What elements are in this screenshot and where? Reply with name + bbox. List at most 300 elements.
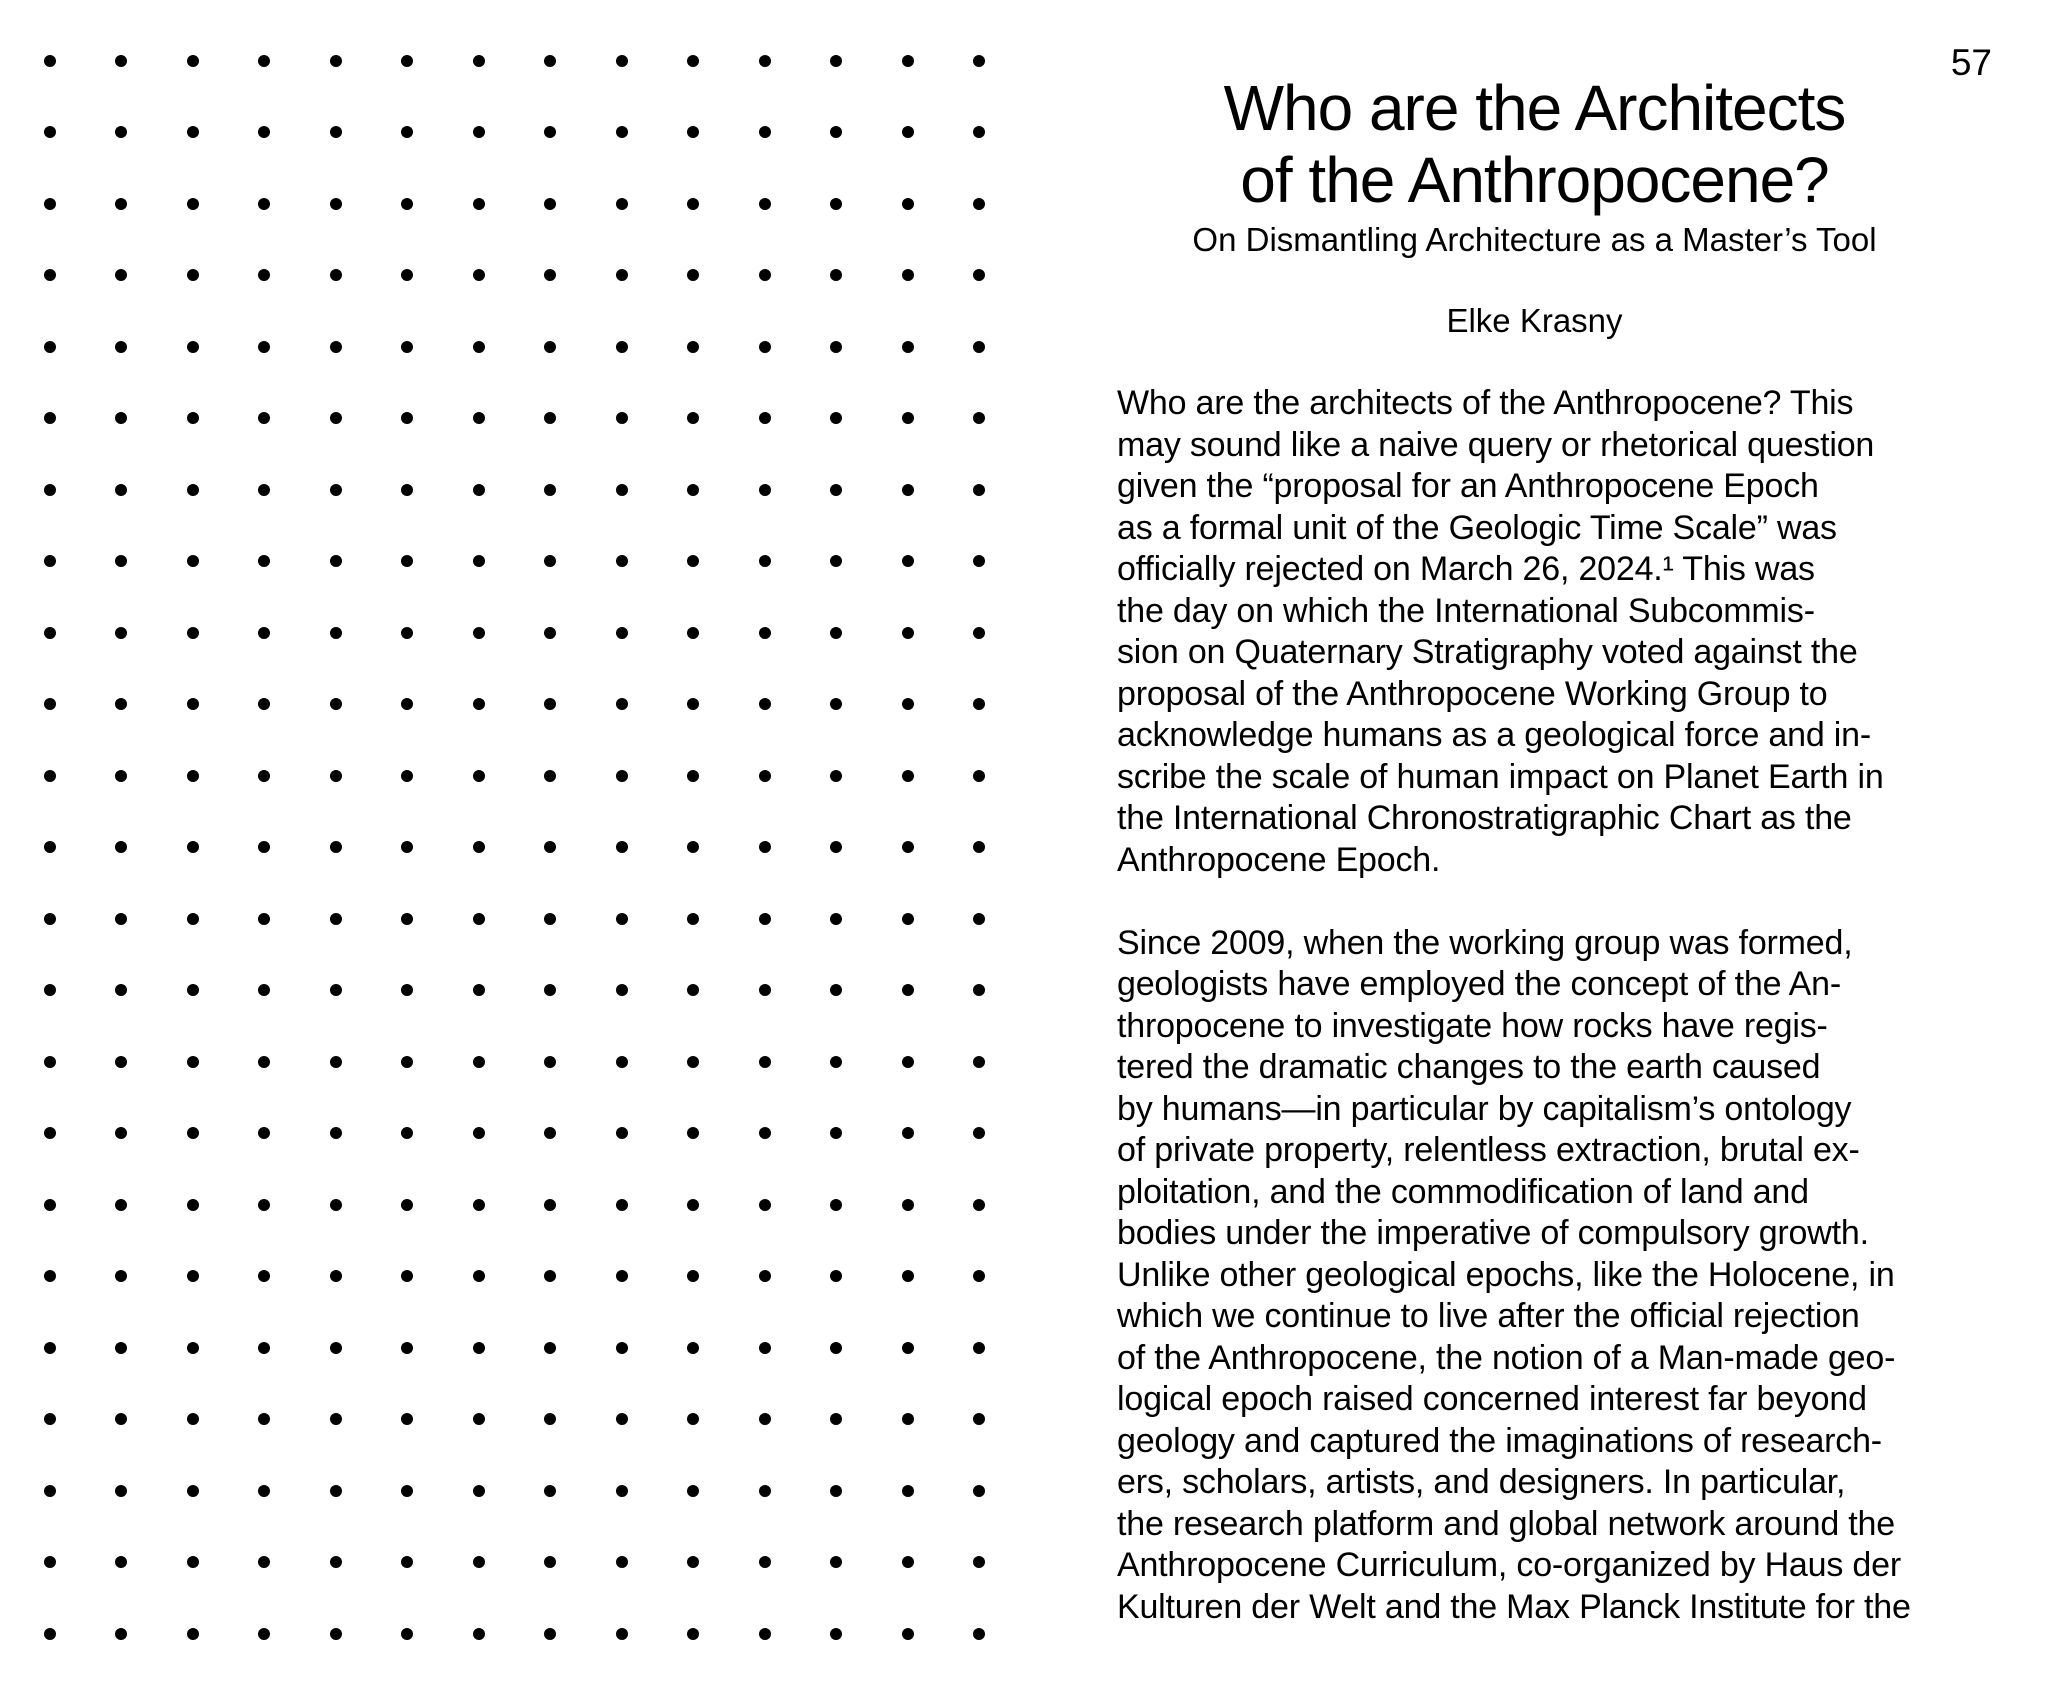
dot <box>759 1342 771 1354</box>
article-title-line-1: Who are the Architects <box>1223 72 1846 144</box>
text-line: Kulturen der Welt and the Max Planck Institute for the <box>1117 1587 1911 1626</box>
dot <box>830 913 842 925</box>
dot <box>473 698 485 710</box>
dot <box>616 269 628 281</box>
dot <box>187 1485 199 1497</box>
dot <box>902 1056 914 1068</box>
dot <box>330 627 342 639</box>
dot <box>473 984 485 996</box>
dot <box>830 269 842 281</box>
dot <box>401 555 413 567</box>
dot <box>759 341 771 353</box>
dot <box>330 55 342 67</box>
dot <box>44 770 56 782</box>
dot <box>44 1342 56 1354</box>
dot <box>187 1127 199 1139</box>
dot <box>687 1270 699 1282</box>
dot <box>687 412 699 424</box>
dot <box>115 1127 127 1139</box>
dot <box>544 126 556 138</box>
dot <box>473 1556 485 1568</box>
dot <box>330 412 342 424</box>
dot <box>544 269 556 281</box>
dot <box>258 1127 270 1139</box>
dot <box>616 770 628 782</box>
dot <box>973 198 985 210</box>
dot <box>687 770 699 782</box>
dot <box>401 126 413 138</box>
dot <box>44 1127 56 1139</box>
dot <box>401 1270 413 1282</box>
dot <box>973 412 985 424</box>
dot <box>687 55 699 67</box>
dot <box>973 770 985 782</box>
dot <box>973 341 985 353</box>
dot <box>115 198 127 210</box>
dot <box>401 1485 413 1497</box>
dot <box>401 1413 413 1425</box>
dot <box>902 1413 914 1425</box>
dot <box>616 1485 628 1497</box>
dot <box>616 627 628 639</box>
dot <box>115 698 127 710</box>
dot <box>759 412 771 424</box>
dot <box>473 1056 485 1068</box>
dot <box>401 770 413 782</box>
dot <box>616 484 628 496</box>
dot <box>258 1556 270 1568</box>
dot <box>902 1628 914 1640</box>
dot <box>473 269 485 281</box>
dot <box>401 1199 413 1211</box>
dot <box>44 55 56 67</box>
dot <box>44 841 56 853</box>
dot <box>687 555 699 567</box>
text-line: Since 2009, when the working group was formed, <box>1117 923 1853 962</box>
dot <box>187 1056 199 1068</box>
dot <box>330 341 342 353</box>
paragraph-1 <box>1117 383 1952 881</box>
dot <box>687 1485 699 1497</box>
dot <box>187 841 199 853</box>
dot <box>401 269 413 281</box>
dot <box>187 555 199 567</box>
dot <box>330 1628 342 1640</box>
dot <box>330 1485 342 1497</box>
dot <box>473 341 485 353</box>
dot <box>44 1556 56 1568</box>
dot <box>687 269 699 281</box>
dot <box>187 1270 199 1282</box>
dot <box>544 770 556 782</box>
dot <box>401 412 413 424</box>
article-title <box>1117 72 1952 216</box>
dot <box>115 1485 127 1497</box>
dot <box>616 1556 628 1568</box>
dot <box>687 1056 699 1068</box>
dot <box>187 1628 199 1640</box>
dot <box>544 555 556 567</box>
dot <box>258 484 270 496</box>
dot <box>544 1199 556 1211</box>
dot <box>687 913 699 925</box>
dot <box>544 698 556 710</box>
dot <box>902 555 914 567</box>
dot <box>973 484 985 496</box>
dot <box>544 1056 556 1068</box>
dot <box>616 841 628 853</box>
text-line: given the “proposal for an Anthropocene Epoch <box>1117 467 1819 505</box>
dot <box>544 341 556 353</box>
dot <box>902 841 914 853</box>
dot <box>330 484 342 496</box>
dot <box>258 412 270 424</box>
dot <box>330 841 342 853</box>
dot <box>473 555 485 567</box>
dot <box>258 198 270 210</box>
dot <box>258 1056 270 1068</box>
dot <box>473 1485 485 1497</box>
page-number: 57 <box>1950 42 1992 83</box>
dot <box>830 1413 842 1425</box>
dot <box>115 913 127 925</box>
dot <box>902 341 914 353</box>
dot <box>115 484 127 496</box>
dot <box>44 555 56 567</box>
dot <box>258 269 270 281</box>
dot <box>687 1199 699 1211</box>
dot <box>616 198 628 210</box>
dot <box>973 55 985 67</box>
dot <box>44 1628 56 1640</box>
dot <box>830 341 842 353</box>
text-line: Anthropocene Epoch. <box>1117 840 1441 879</box>
dot <box>401 698 413 710</box>
text-line: may sound like a naive query or rhetorical question <box>1117 425 1875 464</box>
dot <box>187 1342 199 1354</box>
dot <box>187 984 199 996</box>
dot <box>759 198 771 210</box>
dot <box>401 984 413 996</box>
dot <box>902 1270 914 1282</box>
dot <box>115 627 127 639</box>
dot <box>902 412 914 424</box>
dot <box>115 412 127 424</box>
dot <box>544 841 556 853</box>
dot <box>544 984 556 996</box>
dot <box>330 913 342 925</box>
dot <box>830 55 842 67</box>
text-line: ers, scholars, artists, and designers. In particular, <box>1117 1463 1846 1501</box>
dot <box>759 55 771 67</box>
text-line: by humans—in particular by capitalism’s ontology <box>1117 1089 1852 1128</box>
dot <box>902 1556 914 1568</box>
dot <box>44 1413 56 1425</box>
dot <box>902 126 914 138</box>
dot <box>187 126 199 138</box>
dot <box>830 555 842 567</box>
dot <box>44 1485 56 1497</box>
dot <box>330 198 342 210</box>
dot <box>759 1056 771 1068</box>
dot <box>616 412 628 424</box>
text-line: the International Chronostratigraphic Chart as the <box>1117 799 1852 837</box>
dot <box>401 484 413 496</box>
dot <box>473 1628 485 1640</box>
text-line: ploitation, and the commodification of land and <box>1117 1172 1809 1211</box>
dot <box>473 198 485 210</box>
dot <box>544 627 556 639</box>
dot <box>759 1485 771 1497</box>
dot <box>687 1413 699 1425</box>
dot <box>330 126 342 138</box>
dot <box>830 984 842 996</box>
dot <box>115 1413 127 1425</box>
dot <box>759 770 771 782</box>
dot <box>616 1342 628 1354</box>
dot <box>544 484 556 496</box>
dot <box>830 484 842 496</box>
dot <box>616 341 628 353</box>
dot <box>616 1056 628 1068</box>
dot <box>902 770 914 782</box>
dot <box>401 913 413 925</box>
dot <box>759 1628 771 1640</box>
dot <box>115 126 127 138</box>
dot-grid-pattern <box>14 25 1015 1670</box>
dot <box>759 984 771 996</box>
dot <box>687 484 699 496</box>
dot <box>187 1413 199 1425</box>
dot <box>544 1556 556 1568</box>
dot <box>258 770 270 782</box>
text-line: as a formal unit of the Geologic Time Scale” was <box>1117 508 1837 547</box>
text-line: sion on Quaternary Stratigraphy voted against the <box>1117 633 1858 671</box>
dot <box>616 1270 628 1282</box>
dot <box>473 1342 485 1354</box>
dot <box>44 412 56 424</box>
dot <box>44 1199 56 1211</box>
dot <box>473 913 485 925</box>
dot <box>687 126 699 138</box>
dot <box>687 1127 699 1139</box>
dot <box>330 555 342 567</box>
paragraph-2 <box>1117 923 1952 1629</box>
dot <box>258 1342 270 1354</box>
dot <box>330 1342 342 1354</box>
text-line: which we continue to live after the official rejection <box>1117 1297 1860 1335</box>
dot <box>973 1485 985 1497</box>
dot <box>258 1270 270 1282</box>
dot <box>902 198 914 210</box>
dot <box>544 1127 556 1139</box>
dot <box>830 1628 842 1640</box>
dot <box>616 1628 628 1640</box>
dot <box>544 1628 556 1640</box>
dot <box>902 984 914 996</box>
dot <box>115 1628 127 1640</box>
dot <box>616 1413 628 1425</box>
dot <box>973 841 985 853</box>
dot <box>330 1127 342 1139</box>
dot <box>115 555 127 567</box>
dot <box>115 1270 127 1282</box>
dot <box>902 913 914 925</box>
dot <box>830 1342 842 1354</box>
text-line: officially rejected on March 26, 2024.¹ This was <box>1117 550 1815 588</box>
dot <box>830 1270 842 1282</box>
dot <box>401 841 413 853</box>
dot <box>759 484 771 496</box>
dot <box>473 770 485 782</box>
dot <box>44 269 56 281</box>
text-line: geology and captured the imaginations of research- <box>1117 1421 1882 1460</box>
dot <box>330 1556 342 1568</box>
dot <box>830 1199 842 1211</box>
dot <box>759 1127 771 1139</box>
dot <box>687 198 699 210</box>
dot <box>973 1270 985 1282</box>
dot <box>616 55 628 67</box>
dot <box>544 913 556 925</box>
dot <box>759 1199 771 1211</box>
dot <box>187 269 199 281</box>
dot <box>759 269 771 281</box>
dot <box>902 269 914 281</box>
dot <box>473 1199 485 1211</box>
dot <box>115 1342 127 1354</box>
dot <box>187 1556 199 1568</box>
dot <box>115 984 127 996</box>
dot <box>473 1127 485 1139</box>
dot <box>687 627 699 639</box>
dot <box>830 698 842 710</box>
dot <box>187 770 199 782</box>
dot <box>258 627 270 639</box>
dot <box>330 698 342 710</box>
dot <box>902 1485 914 1497</box>
dot <box>258 984 270 996</box>
dot <box>44 698 56 710</box>
dot <box>973 126 985 138</box>
dot <box>830 770 842 782</box>
dot <box>401 627 413 639</box>
dot <box>401 198 413 210</box>
dot <box>830 198 842 210</box>
dot <box>902 1199 914 1211</box>
article-body <box>1117 383 1952 1628</box>
dot <box>830 126 842 138</box>
dot <box>544 1485 556 1497</box>
text-line: Who are the architects of the Anthropocene? This <box>1117 384 1854 422</box>
dot <box>187 341 199 353</box>
dot <box>902 1127 914 1139</box>
text-line: logical epoch raised concerned interest far beyond <box>1117 1380 1867 1418</box>
text-line: the research platform and global network around the <box>1117 1504 1895 1543</box>
dot <box>759 913 771 925</box>
dot <box>973 1127 985 1139</box>
dot <box>687 1628 699 1640</box>
dot <box>187 913 199 925</box>
dot <box>473 627 485 639</box>
dot <box>187 412 199 424</box>
dot <box>115 55 127 67</box>
text-line: proposal of the Anthropocene Working Group to <box>1117 674 1828 713</box>
dot <box>401 1556 413 1568</box>
dot <box>115 770 127 782</box>
dot <box>830 1485 842 1497</box>
dot <box>687 1556 699 1568</box>
dot <box>115 269 127 281</box>
dot <box>973 1199 985 1211</box>
dot <box>401 1056 413 1068</box>
dot <box>44 1056 56 1068</box>
dot <box>44 1270 56 1282</box>
dot <box>902 484 914 496</box>
dot <box>330 269 342 281</box>
dot <box>473 841 485 853</box>
dot <box>187 698 199 710</box>
dot <box>973 1342 985 1354</box>
dot <box>830 1127 842 1139</box>
dot <box>258 555 270 567</box>
text-line: geologists have employed the concept of the An- <box>1117 965 1841 1003</box>
dot <box>258 341 270 353</box>
text-line: Unlike other geological epochs, like the Holocene, in <box>1117 1255 1895 1294</box>
dot <box>973 698 985 710</box>
dot <box>687 1342 699 1354</box>
dot <box>973 913 985 925</box>
dot <box>115 841 127 853</box>
text-line: the day on which the International Subcommis- <box>1117 591 1815 630</box>
dot <box>544 1413 556 1425</box>
dot <box>759 1413 771 1425</box>
dot <box>115 1556 127 1568</box>
dot <box>973 984 985 996</box>
text-line: acknowledge humans as a geological force and in- <box>1117 716 1871 754</box>
dot <box>258 913 270 925</box>
dot <box>473 484 485 496</box>
dot <box>258 1628 270 1640</box>
dot <box>258 55 270 67</box>
dot <box>973 1628 985 1640</box>
dot <box>44 984 56 996</box>
article-title-line-2: of the Anthropocene? <box>1240 144 1829 216</box>
dot <box>115 341 127 353</box>
dot <box>687 698 699 710</box>
dot <box>616 126 628 138</box>
dot <box>616 1127 628 1139</box>
dot <box>759 555 771 567</box>
dot <box>330 1199 342 1211</box>
dot <box>44 484 56 496</box>
dot <box>973 1556 985 1568</box>
dot <box>616 984 628 996</box>
text-line: of the Anthropocene, the notion of a Man-made geo- <box>1117 1338 1896 1377</box>
dot <box>544 1270 556 1282</box>
dot <box>258 698 270 710</box>
dot <box>44 126 56 138</box>
dot <box>473 126 485 138</box>
article-subtitle: On Dismantling Architecture as a Master’s Tool <box>1192 221 1877 258</box>
dot <box>687 984 699 996</box>
dot <box>759 126 771 138</box>
dot <box>401 1127 413 1139</box>
dot <box>258 841 270 853</box>
dot <box>44 198 56 210</box>
text-line: scribe the scale of human impact on Planet Earth in <box>1117 757 1884 796</box>
dot <box>616 698 628 710</box>
